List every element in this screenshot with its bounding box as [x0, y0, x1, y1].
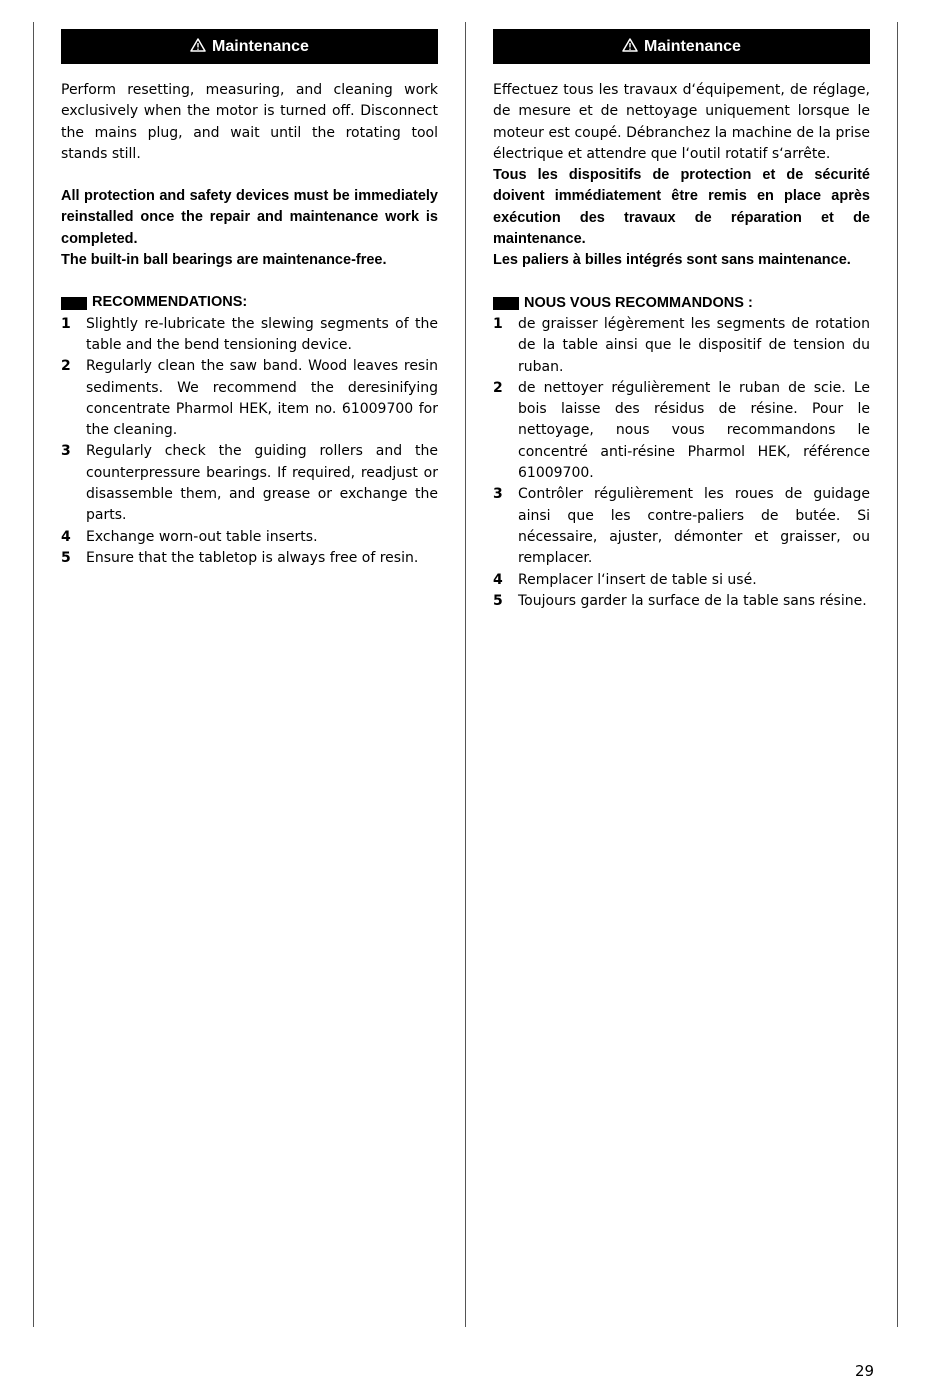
list-item — [493, 378, 870, 484]
left-border-line — [33, 22, 34, 1327]
item-text: de nettoyer régulièrement le ruban de scie. Le bois laisse des résidus de résine. Pour le nettoyage, nous vous recommandons le concentré anti-résine Pharmol HEK, référence 61009700. — [518, 379, 870, 482]
item-number: 1 — [493, 315, 503, 332]
page-number: 29 — [855, 1362, 875, 1380]
warning-triangle-icon — [622, 38, 638, 57]
list-item — [61, 527, 438, 548]
list-item — [61, 314, 438, 357]
safety-paragraph: All protection and safety devices must be immediately reinstalled once the repair and maintenance work is completed. — [61, 188, 438, 247]
left-column-english — [61, 29, 438, 569]
item-number: 2 — [493, 379, 503, 396]
item-text: Regularly clean the saw band. Wood leaves resin sediments. We recommend the deresinifying concentrate Pharmol HEK, item no. 61009700 for the cleaning. — [86, 358, 438, 439]
recommendations-list — [493, 314, 870, 612]
list-item — [493, 570, 870, 591]
item-text: Regularly check the guiding rollers and the counterpressure bearings. If required, readjust or disassemble them, and grease or exchange the parts. — [86, 443, 438, 524]
intro-paragraph: Perform resetting, measuring, and cleaning work exclusively when the motor is turned off. Disconnect the mains plug, and wait until the rotating tool stands still. — [61, 82, 438, 162]
right-border-line — [897, 22, 898, 1327]
black-bar-icon — [61, 297, 87, 310]
item-number: 4 — [61, 528, 71, 545]
item-text: Contrôler régulièrement les roues de guidage ainsi que les contre-paliers de butée. Si nécessaire, ajuster, démonter et graisser, ou remplacer. — [518, 486, 870, 567]
recommendations-list — [61, 314, 438, 570]
list-item — [61, 548, 438, 569]
item-text: de graisser légèrement les segments de rotation de la table ainsi que le dispositif de tension du ruban. — [518, 315, 870, 375]
maintenance-heading-fr — [493, 29, 870, 64]
item-text: Remplacer l‘insert de table si usé. — [518, 571, 757, 588]
bearings-paragraph: The built-in ball bearings are maintenance-free. — [61, 252, 387, 269]
recommendations-heading — [61, 292, 438, 313]
item-text: Toujours garder la surface de la table sans résine. — [518, 592, 867, 609]
list-item — [61, 356, 438, 441]
item-text: Ensure that the tabletop is always free of resin. — [86, 549, 419, 566]
list-item — [493, 591, 870, 612]
item-number: 4 — [493, 571, 503, 588]
item-number: 1 — [61, 315, 71, 332]
warning-triangle-icon — [190, 38, 206, 57]
bearings-paragraph: Les paliers à billes intégrés sont sans maintenance. — [493, 252, 851, 269]
list-item — [61, 441, 438, 526]
recommendations-heading — [493, 293, 870, 314]
recommendations-title: NOUS VOUS RECOMMANDONS : — [524, 294, 753, 311]
item-number: 5 — [493, 592, 503, 609]
item-number: 3 — [493, 486, 503, 503]
safety-paragraph: Tous les dispositifs de protection et de sécurité doivent immédiatement être remis en place après exécution des travaux de réparation et de maintenance. — [493, 167, 870, 248]
item-number: 2 — [61, 358, 71, 375]
recommendations-title: RECOMMENDATIONS: — [92, 294, 248, 311]
item-text: Slightly re-lubricate the slewing segments of the table and the bend tensioning device. — [86, 315, 438, 353]
list-item — [493, 484, 870, 569]
heading-title: Maintenance — [212, 37, 309, 55]
right-column-french — [493, 29, 870, 612]
black-bar-icon — [493, 297, 519, 310]
item-text: Exchange worn-out table inserts. — [86, 528, 318, 545]
item-number: 3 — [61, 443, 71, 460]
center-divider-line — [465, 22, 466, 1327]
list-item — [493, 314, 870, 378]
intro-paragraph: Effectuez tous les travaux d‘équipement, de réglage, de mesure et de nettoyage uniquement lorsque le moteur est coupé. Débranchez la machine de la prise électrique et attendre que l‘outil rotatif s‘arrête. — [493, 82, 870, 162]
heading-title: Maintenance — [644, 37, 741, 55]
maintenance-heading-en — [61, 29, 438, 64]
item-number: 5 — [61, 549, 71, 566]
